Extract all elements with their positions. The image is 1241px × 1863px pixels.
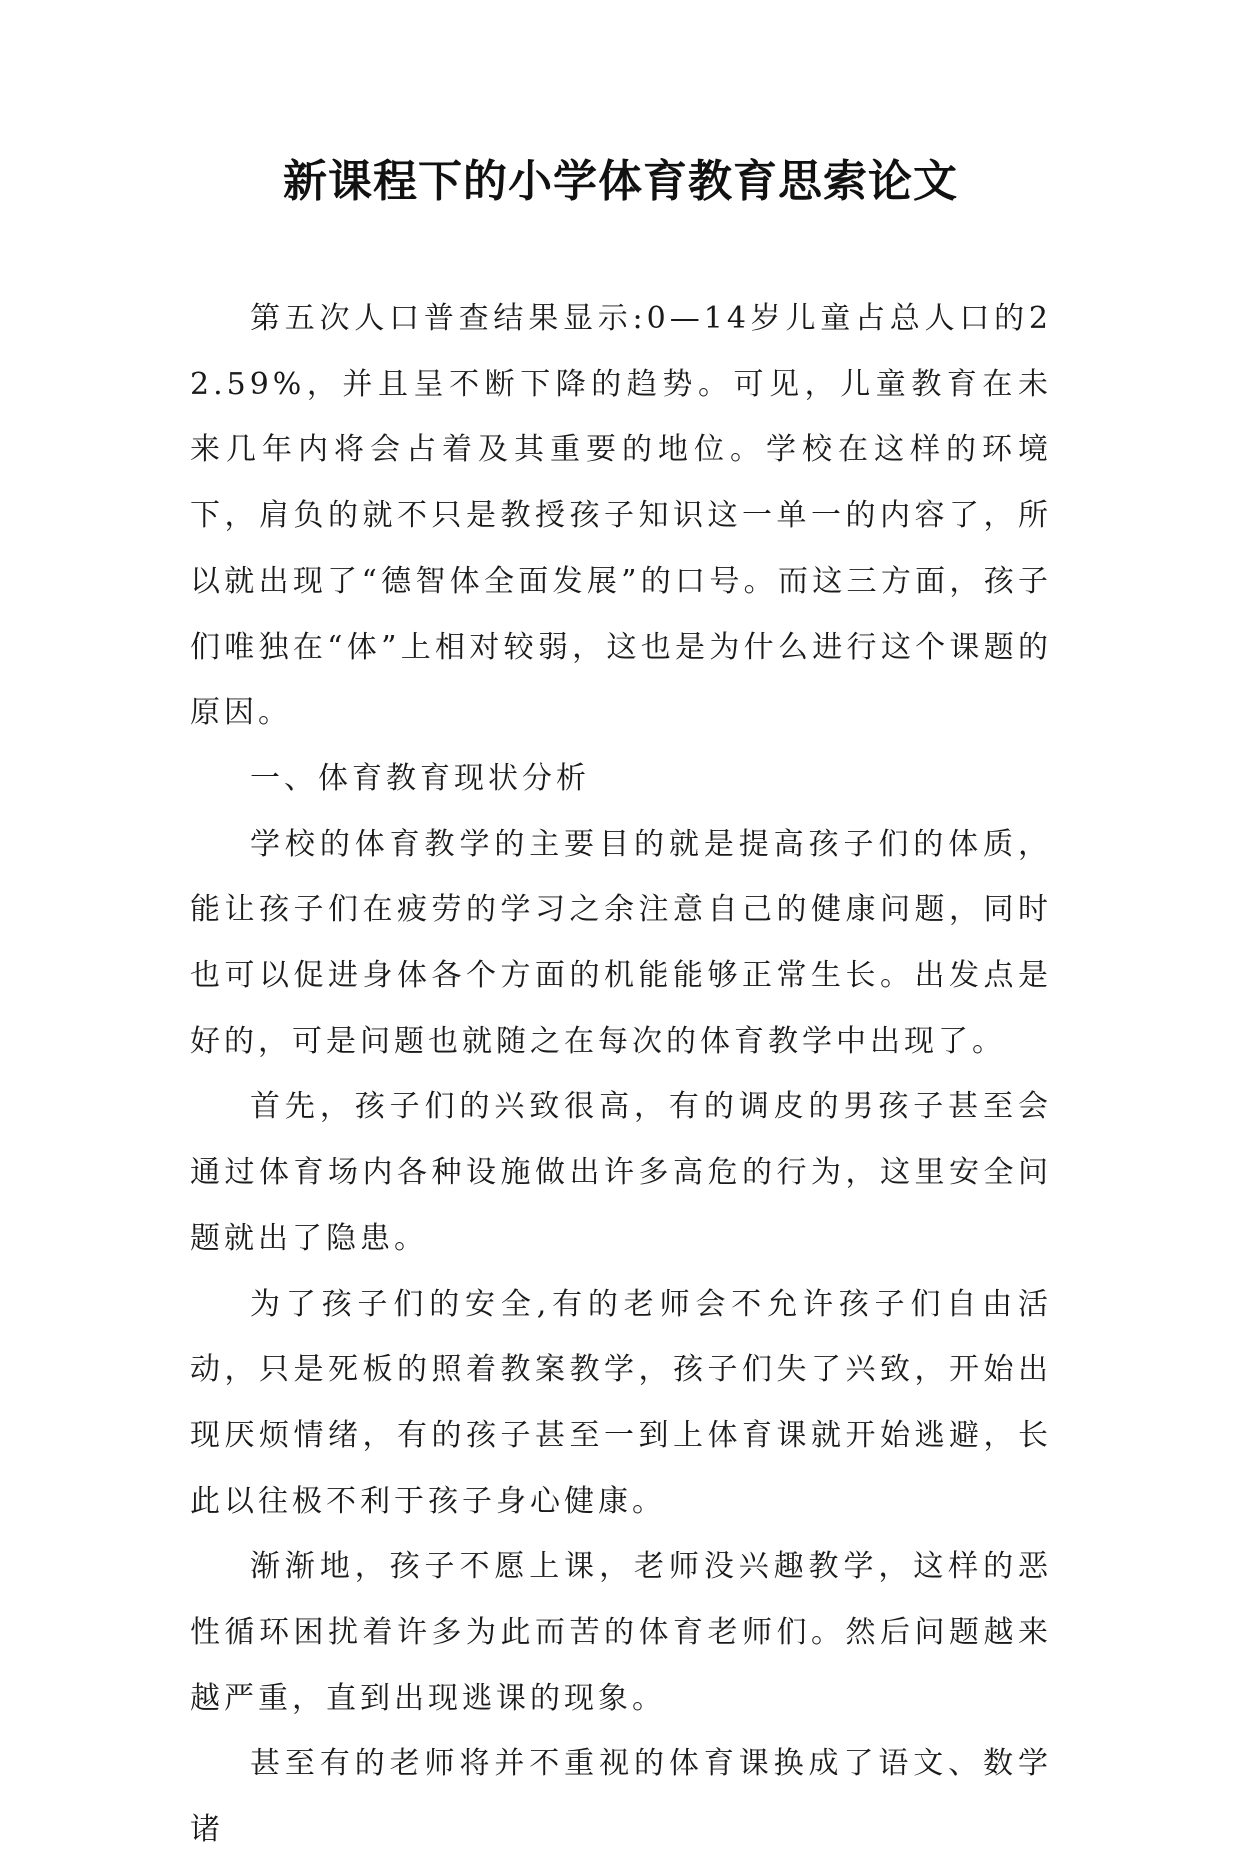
section-heading: 一、体育教育现状分析 (250, 760, 590, 796)
paragraph: 首先，孩子们的兴致很高，有的调皮的男孩子甚至会通过体育场内各种设施做出许多高危的行为，这里安全问题就出了隐患。 (190, 1089, 1052, 1256)
paragraph: 第五次人口普查结果显示:0—14岁儿童占总人口的22.59%，并且呈不断下降的趋势。可见，儿童教育在未来几年内将会占着及其重要的地位。学校在这样的环境下，肩负的就不只是教授孩子知识这一单一的内容了，所以就出现了“德智体全面发展”的口号。而这三方面，孩子们唯独在“体”上相对较弱，这也是为什么进行这个课题的原因。 (190, 301, 1052, 731)
document-title: 新课程下的小学体育教育思索论文 (283, 156, 958, 207)
paragraph: 为了孩子们的安全,有的老师会不允许孩子们自由活动，只是死板的照着教案教学，孩子们失了兴致，开始出现厌烦情绪，有的孩子甚至一到上体育课就开始逃避，长此以往极不利于孩子身心健康。 (190, 1286, 1052, 1519)
paragraph: 甚至有的老师将并不重视的体育课换成了语文、数学诸 (190, 1746, 1052, 1848)
paragraph: 渐渐地，孩子不愿上课，老师没兴趣教学，这样的恶性循环困扰着许多为此而苦的体育老师们。然后问题越来越严重，直到出现逃课的现象。 (190, 1549, 1052, 1716)
document-body (190, 286, 1052, 1863)
paragraph: 学校的体育教学的主要目的就是提高孩子们的体质，能让孩子们在疲劳的学习之余注意自己的健康问题，同时也可以促进身体各个方面的机能能够正常生长。出发点是好的，可是问题也就随之在每次的体育教学中出现了。 (190, 826, 1052, 1059)
